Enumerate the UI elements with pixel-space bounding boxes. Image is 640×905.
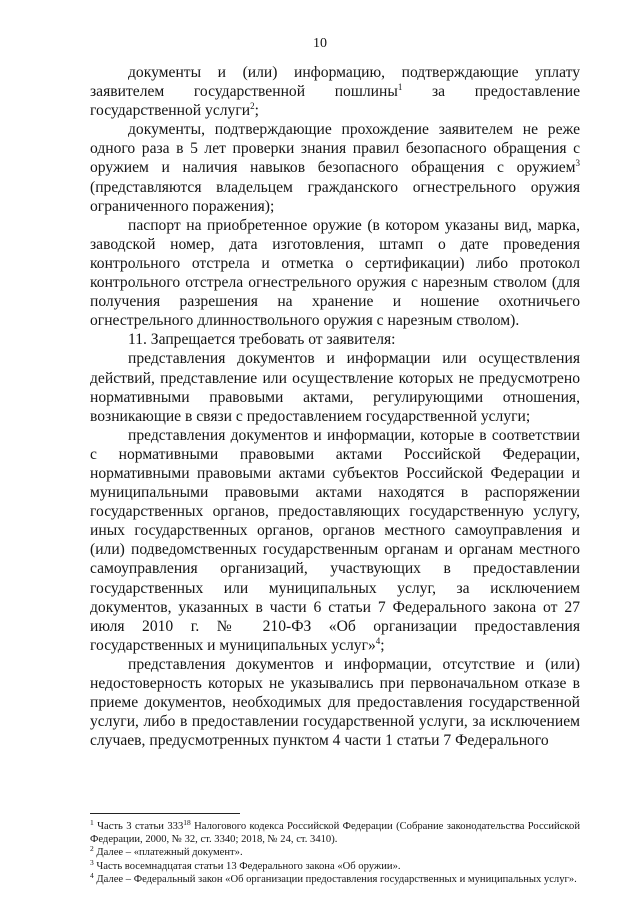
paragraph-prohibition-3 xyxy=(90,655,580,750)
footnote-separator xyxy=(90,813,240,814)
footnote-ref: 4 xyxy=(375,635,381,646)
footnote-ref: 3 xyxy=(575,158,580,169)
paragraph-text: представления документов и информации, которые в соответствии с нормативными правовыми актами Российской Федерации, нормативными правовыми актами субъектов Российской Федерации и муниципальными правовыми актами находятся в распоряжении государственных органов, предоставляющих государственную услугу, иных государственных органов, органов местного самоуправления и (или) подведомственных государственным органам и органам местного самоуправления организаций, участвующих в предоставлении государственных или муниципальных услуг, за исключением документов, указанных в части 6 статьи 7 Федерального закона от 27 июля 2010 г. № 210-ФЗ «Об организации предоставления государственных и муниципальных услуг» xyxy=(90,426,580,654)
footnote-text: Далее – «платежный документ». xyxy=(93,847,243,859)
footnote-4 xyxy=(90,870,580,886)
body-text xyxy=(90,63,580,750)
footnote-marker: 1 xyxy=(90,818,94,827)
footnote-article-superscript: 18 xyxy=(183,818,191,827)
footnote-2 xyxy=(90,846,580,859)
paragraph-text: за предоставление государственной услуги xyxy=(90,83,580,120)
paragraph-text: паспорт на приобретенное оружие (в котором указаны вид, марка, заводской номер, дата изготовления, штамп о дате проведения контрольного отстрела и отметка о сертификации) либо протокол контрольного отстрела огнестрельного оружия с нарезным стволом (для получения разрешения на хранение и ношение охотничьего огнестрельного длинноствольного оружия с нарезным стволом). xyxy=(90,216,580,330)
footnote-marker: 3 xyxy=(90,857,94,867)
paragraph-text: документы, подтверждающие прохождение заявителем не реже одного раза в 5 лет проверки знания правил безопасного обращения с оружием и наличия навыков безопасного обращения с оружием xyxy=(90,121,580,177)
paragraph-text: ; xyxy=(254,102,259,120)
paragraph-text: (представляются владельцем гражданского огнестрельного оружия ограниченного поражения); xyxy=(90,178,580,215)
paragraph-prohibition-1 xyxy=(90,349,580,425)
paragraph-weapon-passport xyxy=(90,216,580,331)
paragraph-text: документы и (или) информацию, подтверждающие уплату заявителем государственной пошлины xyxy=(90,64,580,101)
paragraph-fee-documents xyxy=(90,63,580,120)
footnote-1 xyxy=(90,820,580,846)
footnote-ref: 1 xyxy=(397,82,403,93)
paragraph-text: 11. Запрещается требовать от заявителя: xyxy=(128,331,396,349)
footnote-text: Часть 3 статьи 333 xyxy=(93,821,184,832)
footnote-text: Далее – Федеральный закон «Об организации предоставления государственных и муниципальных услуг». xyxy=(93,873,577,885)
footnote-3 xyxy=(90,857,580,873)
paragraph-safety-check xyxy=(90,120,580,215)
footnote-marker: 2 xyxy=(90,844,94,854)
paragraph-text: представления документов и информации или осуществления действий, представление или осуществление которых не предусмотрено нормативными правовыми актами, регулирующими отношения, возникающие в связи с предоставлением государственной услуги; xyxy=(90,350,580,425)
footnotes xyxy=(90,820,580,886)
paragraph-text: ; xyxy=(380,636,385,654)
footnote-marker: 4 xyxy=(90,870,94,880)
page-number: 10 xyxy=(313,36,327,51)
footnote-ref: 2 xyxy=(250,101,255,112)
paragraph-section-11 xyxy=(90,330,580,349)
footnote-text: Налогового кодекса Российской Федерации (Собрание законодательства Российской Федерации, 2000, № 32, ст. 3340; 2018, № 24, ст. 3410). xyxy=(90,821,580,846)
paragraph-prohibition-2 xyxy=(90,426,580,655)
paragraph-text: представления документов и информации, отсутствие и (или) недостоверность которых не указывались при первоначальном отказе в приеме документов, необходимых для предоставления государственной услуги, либо в предоставлении государственной услуги, за исключением случаев, предусмотренных пунктом 4 части 1 статьи 7 Федерального xyxy=(90,655,580,750)
footnote-text: Часть восемнадцатая статьи 13 Федерального закона «Об оружии». xyxy=(93,860,401,872)
